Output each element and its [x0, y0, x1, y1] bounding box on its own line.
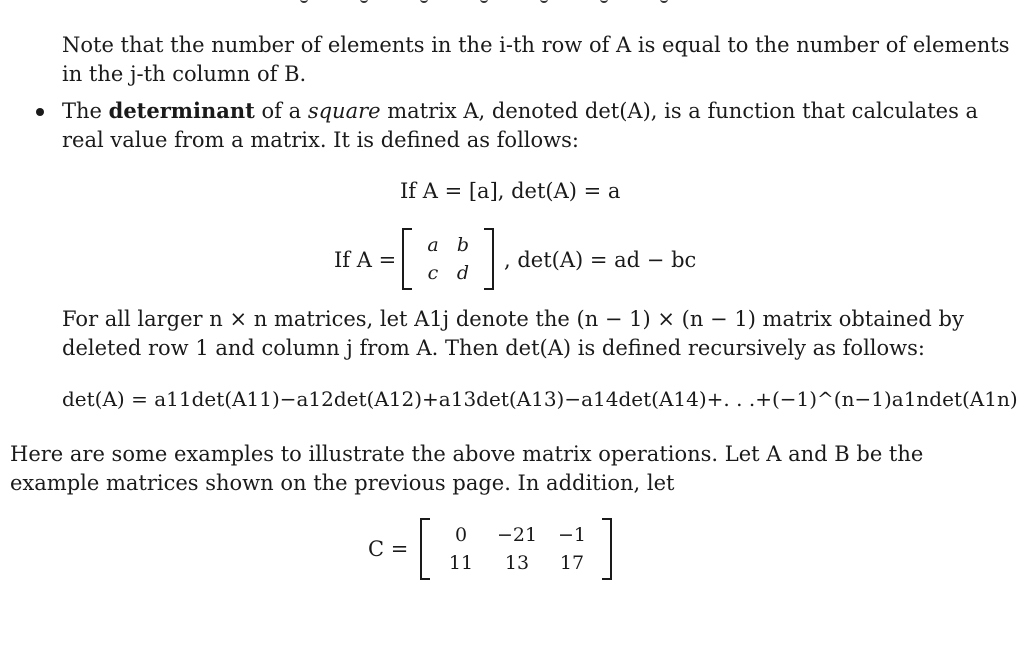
left-bracket: [402, 228, 412, 290]
examples-line-2: example matrices shown on the previous page. In addition, let: [10, 471, 675, 495]
right-bracket: [602, 518, 612, 580]
larger-matrices-line-1: For all larger n × n matrices, let A1j denote the (n − 1) × (n − 1) matrix obtained by: [62, 307, 964, 331]
equation-1x1: If A = [a], det(A) = a: [400, 179, 621, 203]
matrix-cell: 13: [504, 552, 530, 574]
right-bracket: [484, 228, 494, 290]
matrix-c-grid: [430, 518, 602, 580]
matrix-cell: d: [456, 262, 470, 284]
bullet-icon: [36, 108, 44, 116]
note-line-1: Note that the number of elements in the i-th row of A is equal to the number of elements: [62, 33, 1010, 57]
left-bracket: [420, 518, 430, 580]
matrix-cell: 17: [559, 552, 585, 574]
matrix-cell: 0: [454, 524, 468, 546]
matrix-2x2: [402, 228, 494, 290]
matrix-2x2-grid: [412, 228, 484, 290]
matrix-cell: 11: [448, 552, 474, 574]
matrix-cell: −21: [496, 524, 538, 546]
matrix-cell: −1: [557, 524, 586, 546]
matrix-cell: a: [427, 234, 439, 256]
matrix-cell: b: [456, 234, 470, 256]
matrix-c-label: C =: [368, 537, 409, 561]
recursive-formula: det(A) = a11det(A11)−a12det(A12)+a13det(A13)−a14det(A14)+. . .+(−1)^(n−1)a1ndet(A1n): [62, 387, 1018, 411]
determinant-term: determinant: [108, 98, 255, 123]
determinant-intro-line-2: real value from a matrix. It is defined as follows:: [62, 128, 579, 152]
note-line-2: in the j-th column of B.: [62, 62, 307, 86]
equation-2x2-prefix: If A =: [334, 248, 397, 272]
matrix-c: [420, 518, 612, 580]
equation-2x2-suffix: , det(A) = ad − bc: [504, 248, 697, 272]
cropped-previous-content: [300, 0, 730, 4]
square-term: square: [307, 99, 381, 123]
larger-matrices-line-2: deleted row 1 and column j from A. Then det(A) is defined recursively as follows:: [62, 336, 925, 360]
examples-line-1: Here are some examples to illustrate the above matrix operations. Let A and B be the: [10, 442, 924, 466]
determinant-intro-line-1: The determinant of a square matrix A, denoted det(A), is a function that calculates a: [62, 98, 979, 123]
matrix-cell: c: [427, 262, 439, 284]
